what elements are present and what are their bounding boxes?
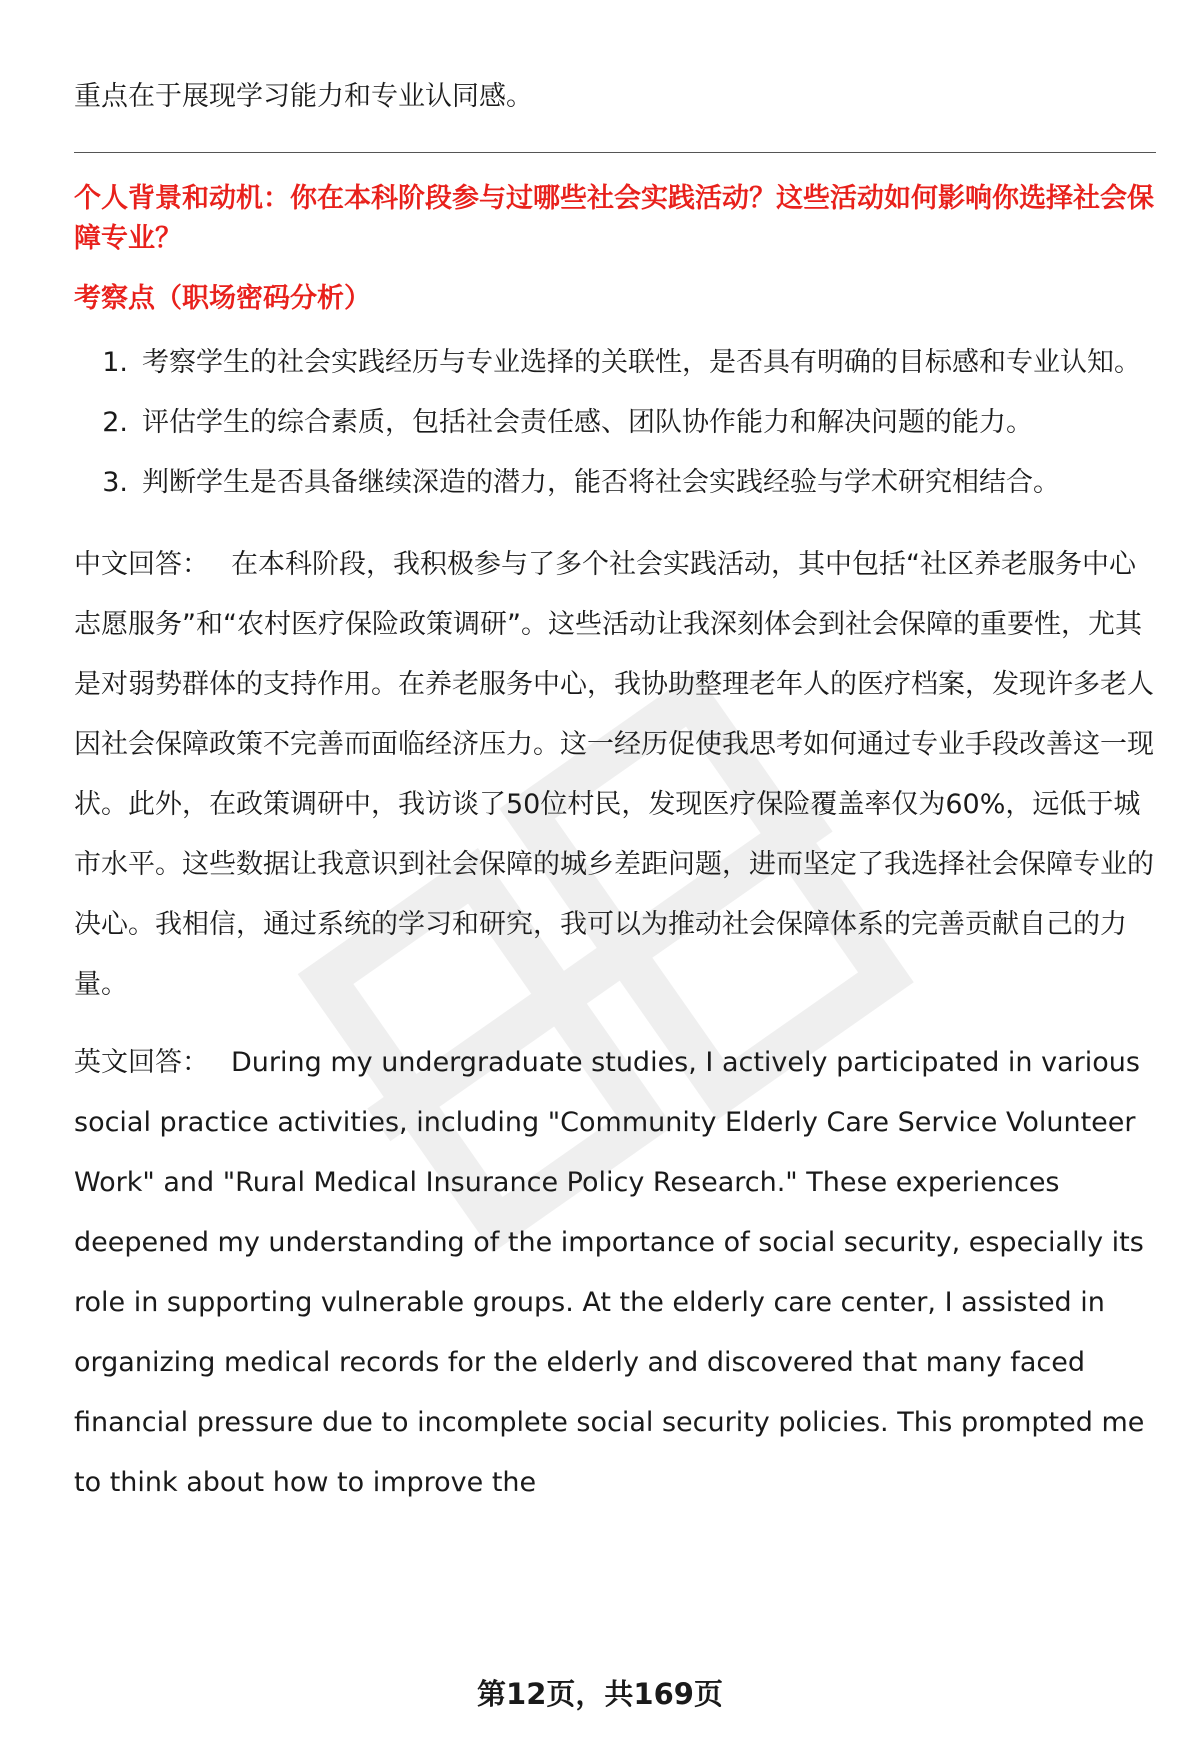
answer-english [74,1033,1156,1513]
answer-english-label: 英文回答： [74,1047,209,1078]
points-title: 考察点（职场密码分析） [74,283,371,314]
answer-chinese-text: 在本科阶段，我积极参与了多个社会实践活动，其中包括“社区养老服务中心志愿服务”和“农村医疗保险政策调研”。这些活动让我深刻体会到社会保障的重要性，尤其是对弱势群体的支持作用。在养老服务中心，我协助整理老年人的医疗档案，发现许多老人因社会保障政策不完善而面临经济压力。这一经历促使我思考如何通过专业手段改善这一现状。此外，在政策调研中，我访谈了50位村民，发现医疗保险覆盖率仅为60%，远低于城市水平。这些数据让我意识到社会保障的城乡差距问题，进而坚定了我选择社会保障专业的决心。我相信，通过系统的学习和研究，我可以为推动社会保障体系的完善贡献自己的力量。 [74,549,1154,1000]
intro-paragraph: 重点在于展现学习能力和专业认同感。 [74,81,533,112]
answer-chinese-label: 中文回答： [74,549,209,580]
section-divider [74,152,1156,153]
page-footer: 第12页，共169页 [477,1677,723,1711]
list-item [74,453,1156,513]
answer-chinese [74,535,1156,1015]
list-item-number: 3. [102,467,128,498]
list-item-number: 1. [102,347,128,378]
points-list [74,333,1156,513]
question-heading: 个人背景和动机：你在本科阶段参与过哪些社会实践活动？这些活动如何影响你选择社会保障专业？ [74,183,1154,254]
list-item [74,333,1156,393]
list-item-text: 考察学生的社会实践经历与专业选择的关联性，是否具有明确的目标感和专业认知。 [142,347,1141,378]
content-area [74,70,1156,1513]
list-item-text: 评估学生的综合素质，包括社会责任感、团队协作能力和解决问题的能力。 [142,407,1033,438]
list-item [74,393,1156,453]
list-item-number: 2. [102,407,128,438]
answer-english-text: During my undergraduate studies, I actively participated in various social practice activities, including "Community Elderly Care Service Volunteer Work" and "Rural Medical Insurance Policy Research." These experiences deepened my understanding of the importance of social security, especially its role in supporting vulnerable groups. At the elderly care center, I assisted in organizing medical records for the elderly and discovered that many faced financial pressure due to incomplete social security policies. This prompted me to think about how to improve the [74,1047,1145,1498]
list-item-text: 判断学生是否具备继续深造的潜力，能否将社会实践经验与学术研究相结合。 [142,467,1060,498]
